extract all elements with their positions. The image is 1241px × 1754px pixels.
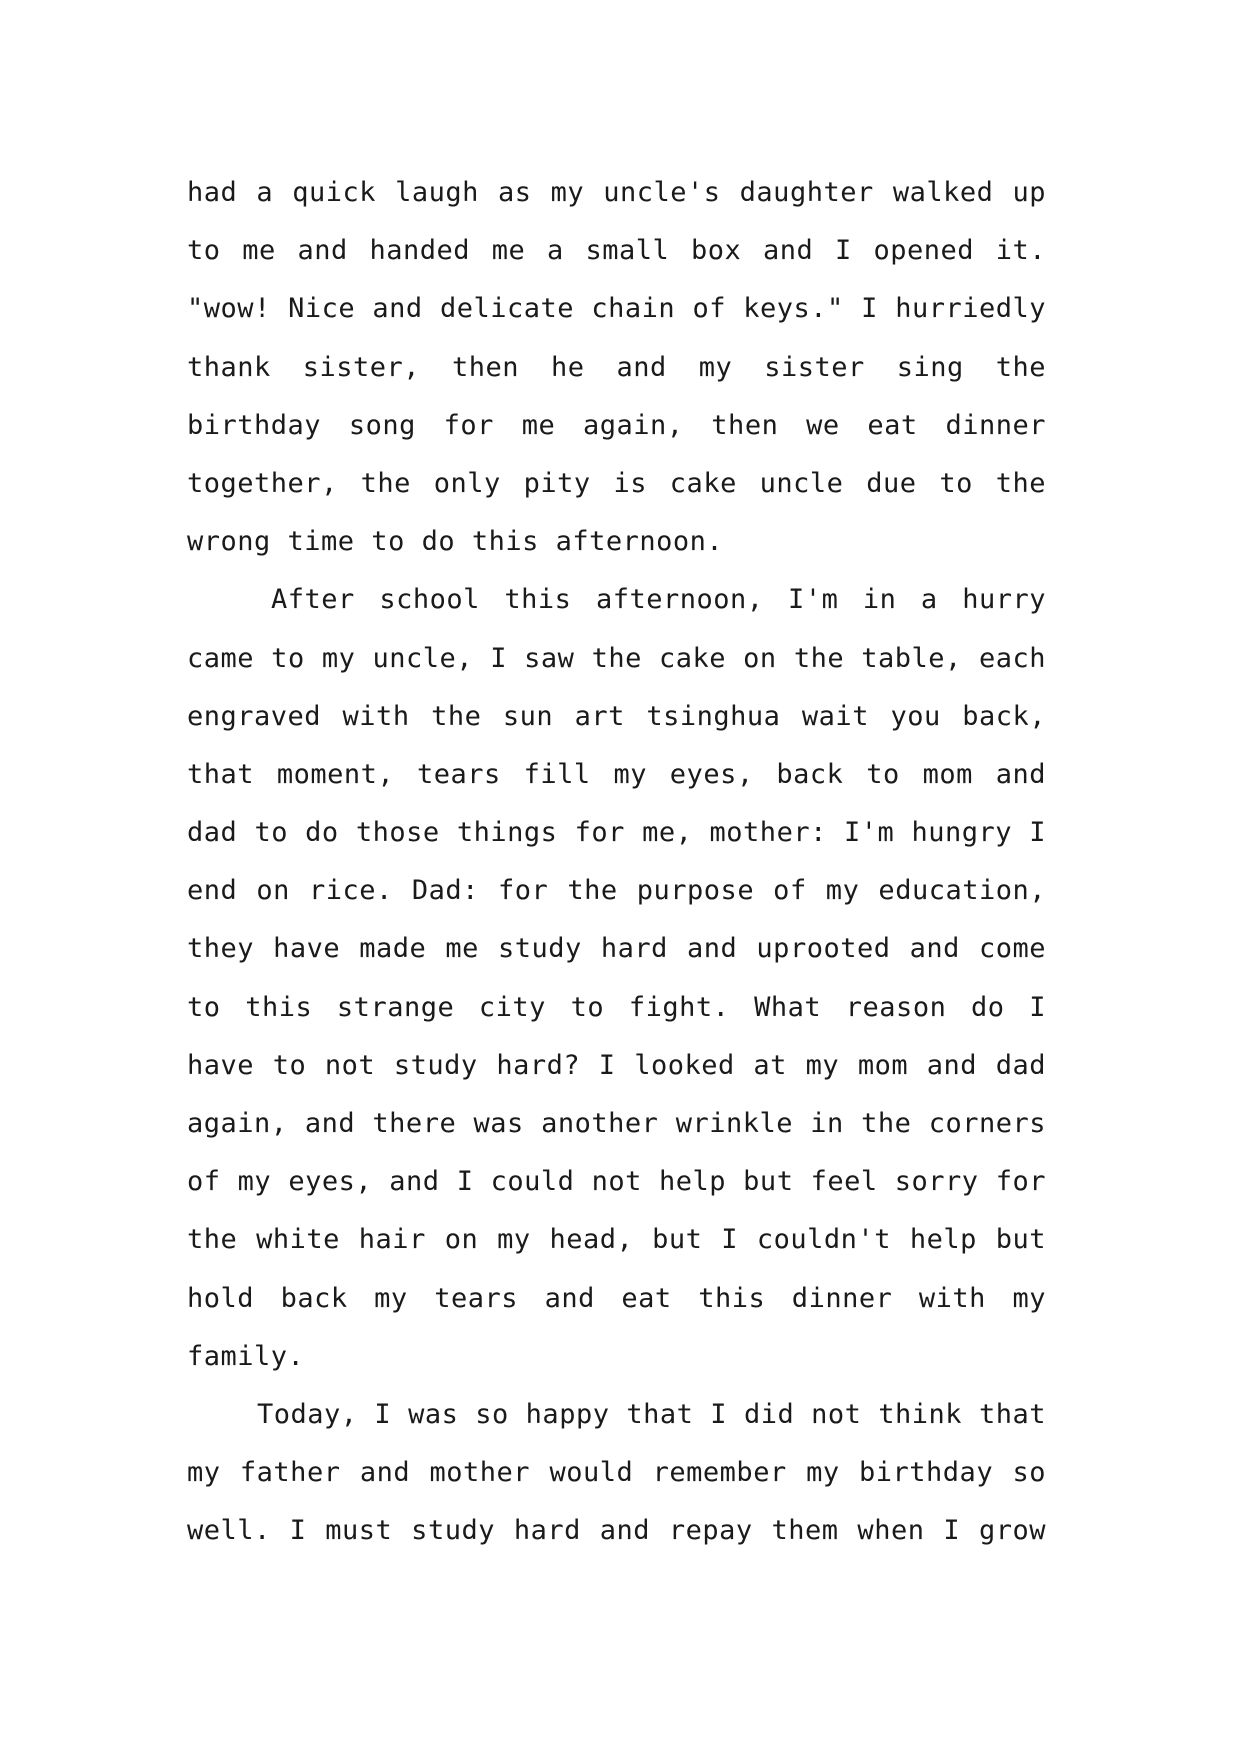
paragraph-2-line-1: After school this afternoon, I'm in a hurry: [271, 584, 1046, 616]
paragraph-3-line-3: well. I must study hard and repay them when I grow: [187, 1515, 1046, 1547]
paragraph-2-line-8: to this strange city to fight. What reason do I: [187, 991, 1046, 1023]
paragraph-2-line-10: again, and there was another wrinkle in the corners: [187, 1108, 1046, 1139]
paragraph-3-line-2: my father and mother would remember my birthday so: [187, 1457, 1046, 1489]
paragraph-2-line-3: engraved with the sun art tsinghua wait you back,: [187, 700, 1046, 732]
paragraph-1-line-5: birthday song for me again, then we eat dinner: [187, 409, 1046, 441]
paragraph-1-line-7: wrong time to do this afternoon.: [187, 526, 724, 558]
paragraph-1-line-4: thank sister, then he and my sister sing the: [187, 351, 1046, 383]
paragraph-2-line-9: have to not study hard? I looked at my mom and dad: [187, 1049, 1046, 1081]
paragraph-2-line-14: family.: [187, 1340, 305, 1372]
paragraph-2-line-6: end on rice. Dad: for the purpose of my education,: [187, 875, 1046, 907]
paragraph-1-line-3: "wow! Nice and delicate chain of keys." I hurriedly: [187, 293, 1046, 325]
paragraph-2-line-13: hold back my tears and eat this dinner with my: [187, 1282, 1046, 1314]
paragraph-2-line-4: that moment, tears fill my eyes, back to mom and: [187, 758, 1046, 790]
paragraph-2-line-7: they have made me study hard and uprooted and come: [187, 933, 1046, 965]
paragraph-1-line-6: together, the only pity is cake uncle due to the: [187, 467, 1046, 499]
paragraph-3-line-1: Today, I was so happy that I did not think that: [257, 1398, 1046, 1430]
paragraph-2-line-5: dad to do those things for me, mother: I'm hungry I: [187, 817, 1046, 849]
paragraph-2-line-12: the white hair on my head, but I couldn't help but: [187, 1224, 1046, 1256]
document-body: [187, 164, 1046, 1561]
paragraph-2-line-2: came to my uncle, I saw the cake on the table, each: [187, 642, 1046, 674]
paragraph-1-line-2: to me and handed me a small box and I opened it.: [187, 235, 1046, 267]
paragraph-2-line-11: of my eyes, and I could not help but feel sorry for: [187, 1166, 1046, 1198]
paragraph-1-line-1: had a quick laugh as my uncle's daughter walked up: [187, 177, 1046, 208]
